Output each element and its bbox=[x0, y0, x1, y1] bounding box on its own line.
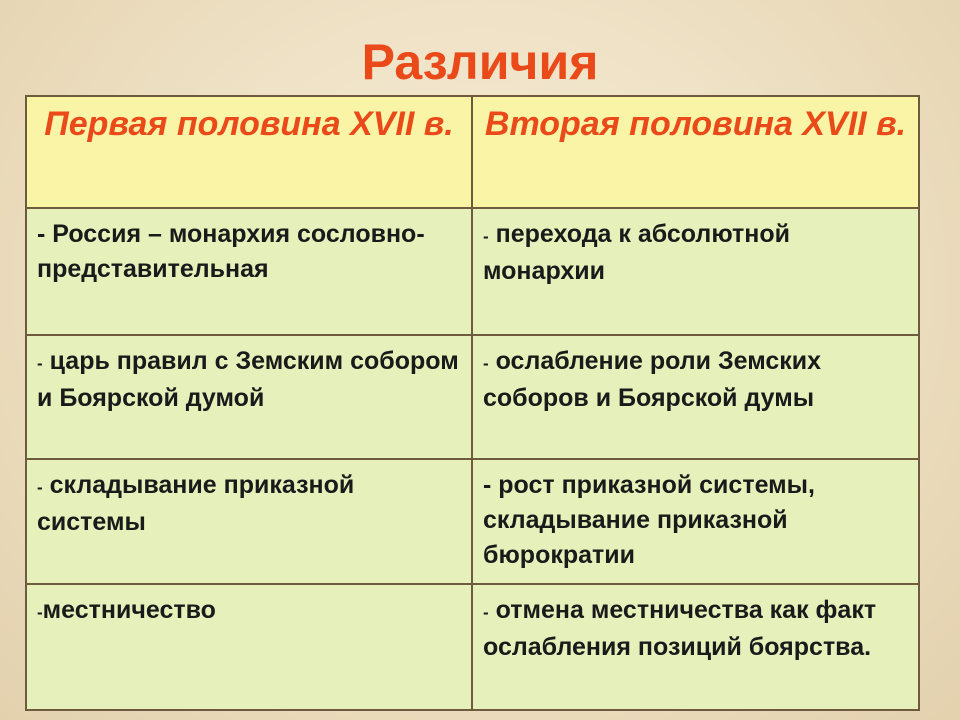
table-header-row bbox=[26, 96, 919, 208]
header-second-half: Вторая половина XVII в. bbox=[472, 96, 919, 208]
cell-first-half bbox=[26, 459, 472, 584]
table-row bbox=[26, 208, 919, 335]
cell-first-half bbox=[26, 584, 472, 710]
table-row bbox=[26, 584, 919, 710]
cell-second-half bbox=[472, 208, 919, 335]
slide-title: Различия bbox=[361, 34, 599, 90]
cell-second-half bbox=[472, 584, 919, 710]
bullet-dash: - bbox=[37, 603, 43, 622]
header-first-half: Первая половина XVII в. bbox=[26, 96, 472, 208]
cell-text: складывание приказной системы bbox=[37, 471, 355, 536]
cell-second-half bbox=[472, 335, 919, 459]
cell-text: ослабление роли Земских соборов и Боярской думы bbox=[483, 347, 822, 412]
table-row bbox=[26, 459, 919, 584]
cell-text: перехода к абсолютной монархии bbox=[483, 220, 791, 285]
comparison-table bbox=[25, 95, 920, 711]
cell-text: Россия – монархия сословно-представительная bbox=[37, 220, 425, 283]
bullet-dash: - bbox=[483, 354, 489, 373]
cell-text: местничество bbox=[42, 596, 216, 624]
cell-text: отмена местничества как факт ослабления позиций боярства. bbox=[483, 596, 877, 661]
bullet-dash: - bbox=[37, 478, 43, 497]
cell-second-half bbox=[472, 459, 919, 584]
bullet-dash: - bbox=[37, 220, 46, 248]
bullet-dash: - bbox=[37, 354, 43, 373]
bullet-dash: - bbox=[483, 471, 492, 499]
cell-text: царь правил с Земским собором и Боярской думой bbox=[37, 347, 459, 412]
bullet-dash: - bbox=[483, 603, 489, 622]
cell-text: рост приказной системы, складывание приказной бюрократии bbox=[483, 471, 815, 569]
cell-first-half bbox=[26, 335, 472, 459]
bullet-dash: - bbox=[483, 227, 489, 246]
cell-first-half bbox=[26, 208, 472, 335]
table-row bbox=[26, 335, 919, 459]
